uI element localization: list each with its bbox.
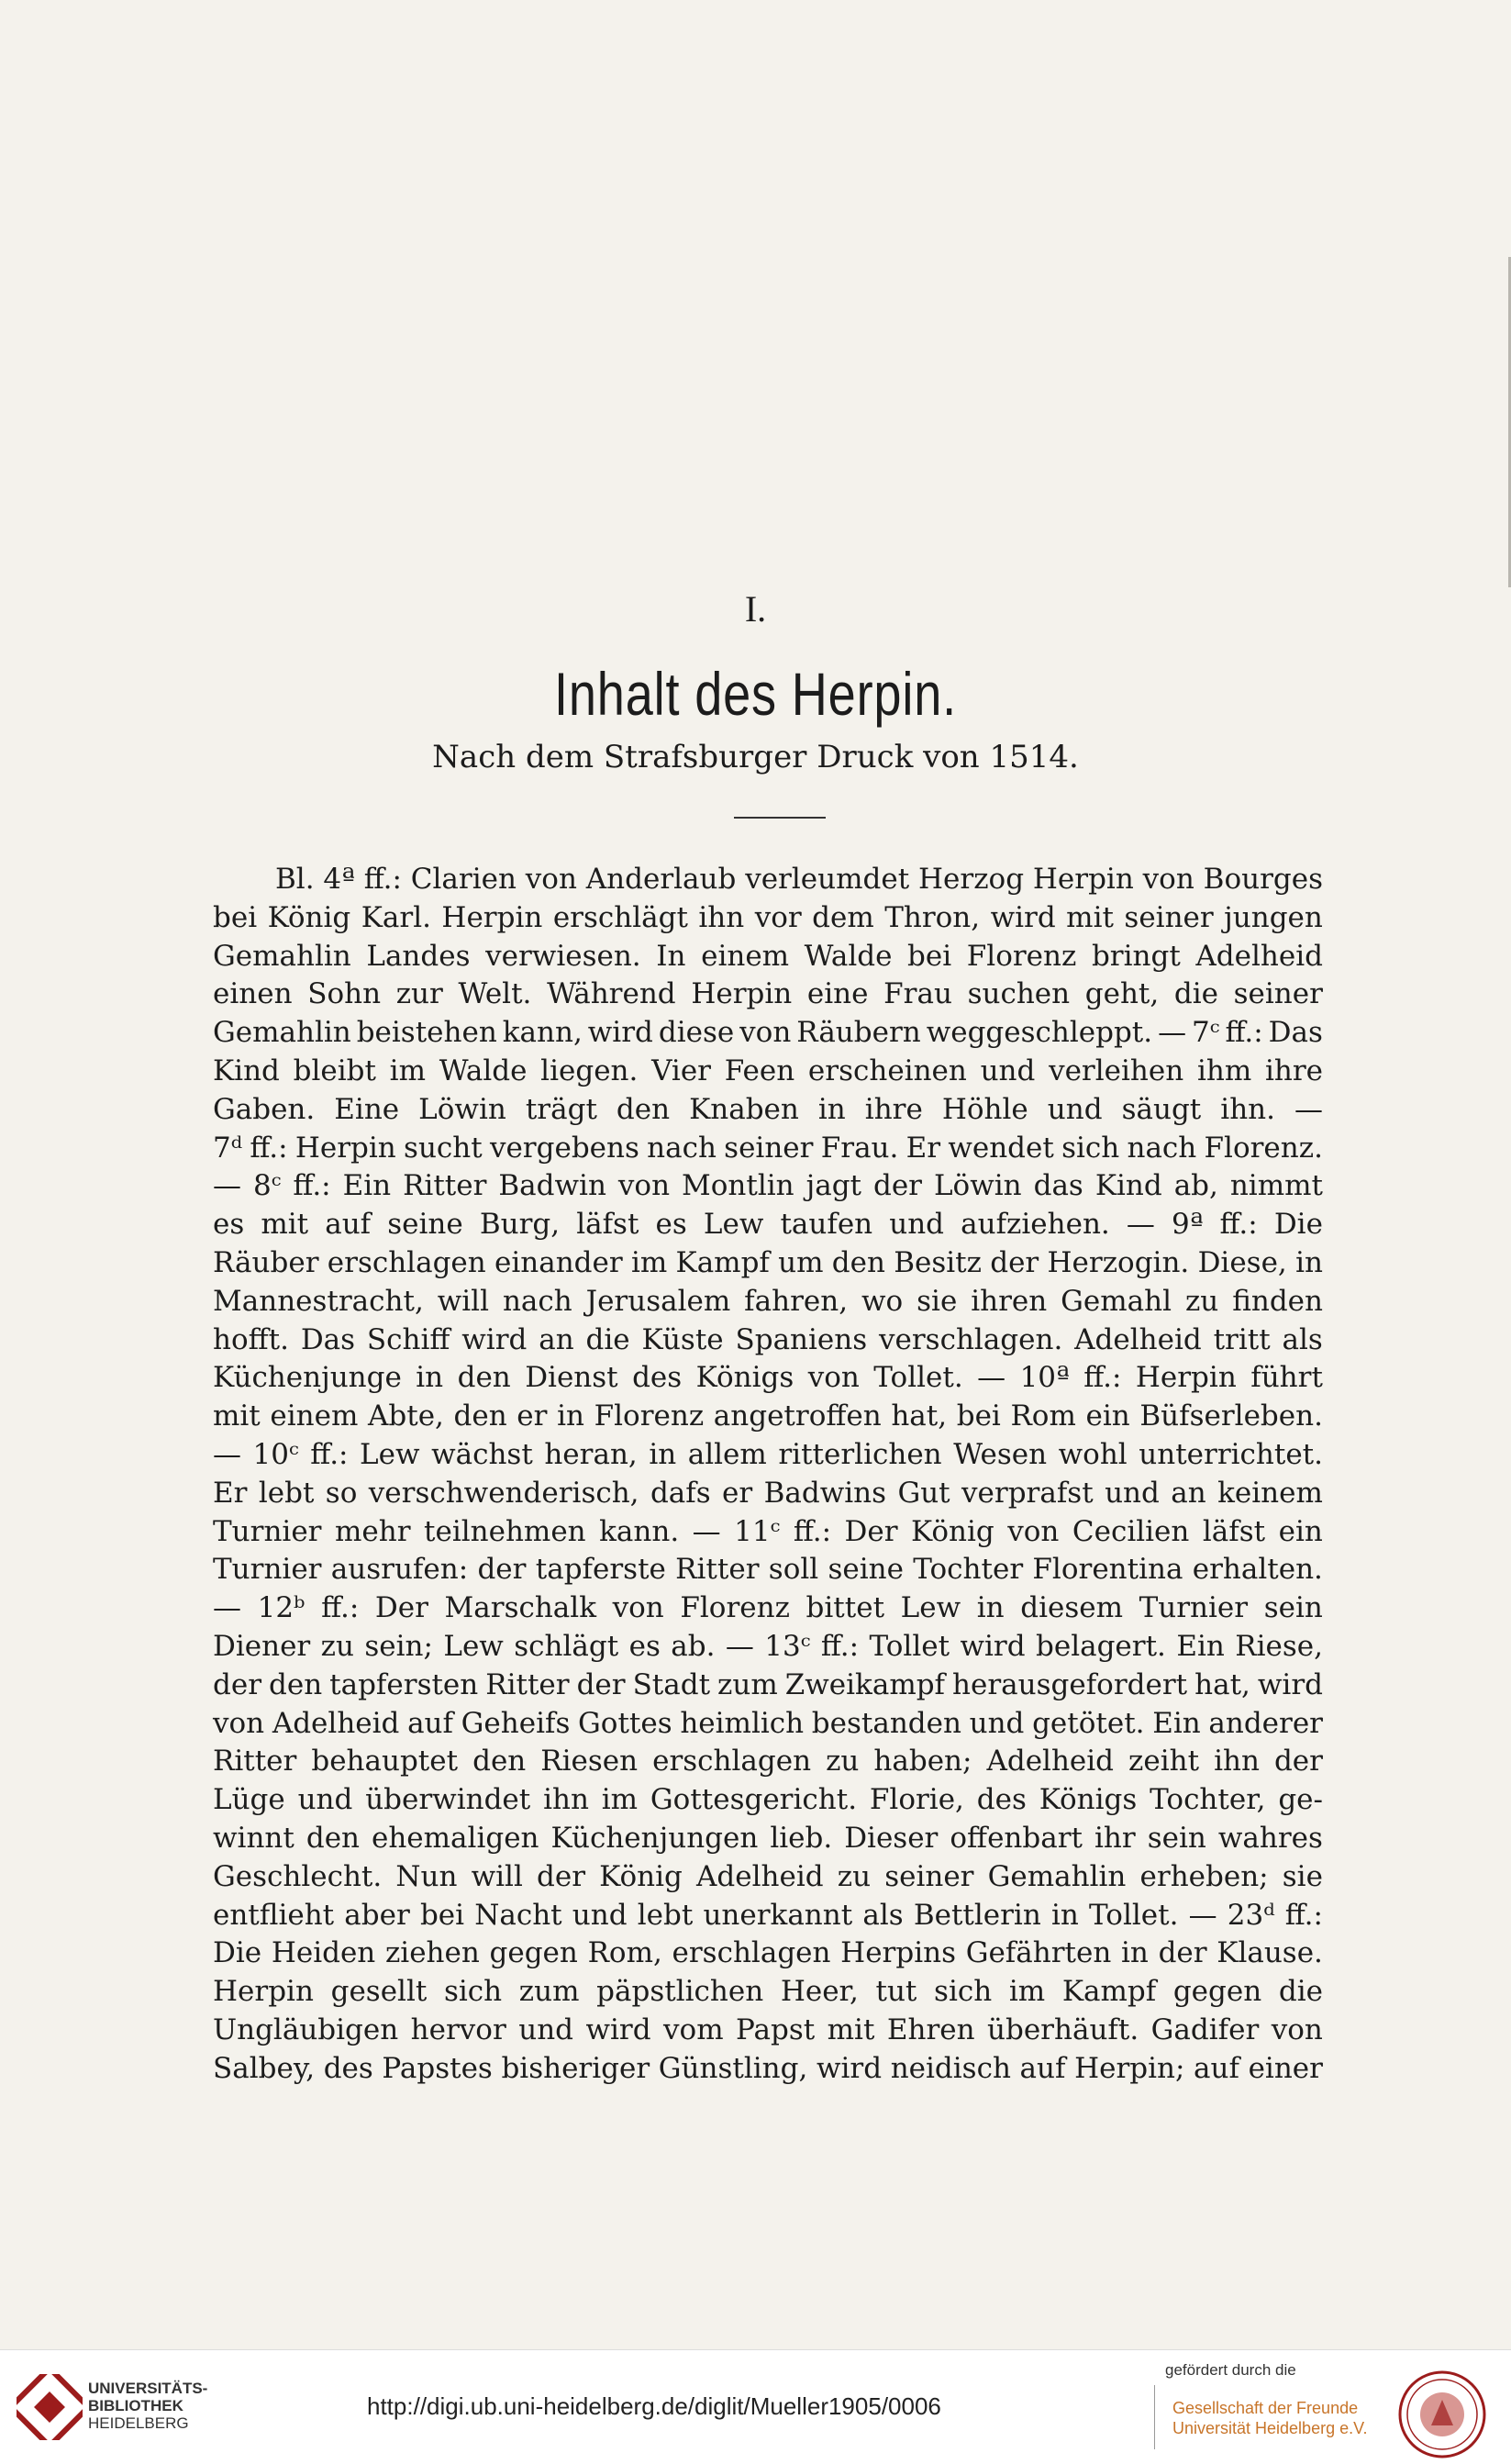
text-line: Ungläubigen hervor und wird vom Papst mit Ehren überhäuft. Gadifer von [213, 2012, 1323, 2046]
library-name-line1: UNIVERSITÄTS- [88, 2380, 208, 2397]
text-line: Turnier mehr teilnehmen kann. — 11ᶜ ff.: Der König von Cecilien läfst ein [213, 1514, 1323, 1548]
library-name-line2: BIBLIOTHEK [88, 2397, 183, 2414]
text-line: entflieht aber bei Nacht und lebt unerkannt als Bettlerin in Tollet. — 23ᵈ ff.: [213, 1898, 1323, 1932]
text-line: Lüge und überwindet ihn im Gottesgericht. Florie, des Königs Tochter, ge- [213, 1783, 1323, 1817]
document-url-link[interactable]: http://digi.ub.uni-heidelberg.de/diglit/Mueller1905/0006 [367, 2392, 941, 2420]
text-line: Gemahlin beistehen kann, wird diese von Räubern weggeschleppt. — 7ᶜ ff.: Das [213, 1016, 1323, 1050]
text-line: Gaben. Eine Löwin trägt den Knaben in ihre Höhle und säugt ihn. — [213, 1092, 1323, 1126]
text-line: Herpin gesellt sich zum päpstlichen Heer, tut sich im Kampf gegen die [213, 1975, 1323, 2009]
text-line: Er lebt so verschwenderisch, dafs er Badwins Gut verprafst und an keinem [213, 1476, 1323, 1510]
text-line: Kind bleibt im Walde liegen. Vier Feen erscheinen und verleihen ihm ihre [213, 1054, 1323, 1087]
text-line: von Adelheid auf Geheifs Gottes heimlich bestanden und getötet. Ein anderer [213, 1706, 1323, 1740]
text-line: mit einem Abte, den er in Florenz angetroffen hat, bei Rom ein Büfserleben. [213, 1399, 1323, 1433]
text-line: Turnier ausrufen: der tapferste Ritter soll seine Tochter Florentina erhalten. [213, 1553, 1323, 1587]
text-line: Ritter behauptet den Riesen erschlagen zu haben; Adelheid zeiht ihn der [213, 1745, 1323, 1778]
library-name-line3: HEIDELBERG [88, 2414, 189, 2432]
text-line: Diener zu sein; Lew schlägt es ab. — 13ᶜ ff.: Tollet wird belagert. Ein Riese, [213, 1629, 1323, 1663]
text-line: Mannestracht, will nach Jerusalem fahren, wo sie ihren Gemahl zu finden [213, 1284, 1323, 1318]
chapter-number: I. [744, 588, 767, 630]
text-line: einen Sohn zur Welt. Während Herpin eine Frau suchen geht, die seiner [213, 977, 1323, 1011]
text-line: — 8ᶜ ff.: Ein Ritter Badwin von Montlin jagt der Löwin das Kind ab, nimmt [213, 1169, 1323, 1203]
university-library-logo-icon [17, 2374, 83, 2440]
text-line: bei König Karl. Herpin erschlägt ihn vor dem Thron, wird mit seiner jungen [213, 900, 1323, 934]
page-subtitle: Nach dem Strafsburger Druck von 1514. [432, 739, 1079, 775]
text-line: Küchenjunge in den Dienst des Königs von Tollet. — 10ª ff.: Herpin führt [213, 1361, 1323, 1395]
text-line: winnt den ehemaligen Küchenjungen lieb. Dieser offenbart ihr sein wahres [213, 1821, 1323, 1855]
page-title: Inhalt des Herpin. [554, 660, 957, 728]
library-name [88, 2380, 207, 2432]
title-divider [734, 817, 826, 819]
footer-divider [1154, 2385, 1155, 2449]
text-line: — 10ᶜ ff.: Lew wächst heran, in allem ritterlichen Wesen wohl unterrichtet. [213, 1437, 1323, 1471]
funded-by-label: gefördert durch die [1165, 2361, 1296, 2379]
society-name [1172, 2398, 1367, 2438]
text-line: Geschlecht. Nun will der König Adelheid zu seiner Gemahlin erheben; sie [213, 1859, 1323, 1893]
text-line: es mit auf seine Burg, läfst es Lew taufen und aufziehen. — 9ª ff.: Die [213, 1208, 1323, 1242]
society-name-line1: Gesellschaft der Freunde [1172, 2399, 1359, 2417]
text-line: Räuber erschlagen einander im Kampf um den Besitz der Herzogin. Diese, in [213, 1245, 1323, 1279]
text-line: Salbey, des Papstes bisheriger Günstling, wird neidisch auf Herpin; auf einer [213, 2051, 1323, 2085]
society-name-line2: Universität Heidelberg e.V. [1172, 2419, 1368, 2437]
text-line: Die Heiden ziehen gegen Rom, erschlagen Herpins Gefährten in der Klause. [213, 1936, 1323, 1970]
text-line: hofft. Das Schiff wird an die Küste Spaniens verschlagen. Adelheid tritt als [213, 1322, 1323, 1356]
body-text [213, 861, 1323, 2089]
text-line: — 12ᵇ ff.: Der Marschalk von Florenz bittet Lew in diesem Turnier sein [213, 1591, 1323, 1625]
text-line: Gemahlin Landes verwiesen. In einem Walde bei Florenz bringt Adelheid [213, 939, 1323, 973]
text-line: der den tapfersten Ritter der Stadt zum Zweikampf herausgefordert hat, wird [213, 1667, 1323, 1701]
text-line: 7ᵈ ff.: Herpin sucht vergebens nach seiner Frau. Er wendet sich nach Florenz. [213, 1131, 1323, 1165]
text-line: Bl. 4ª ff.: Clarien von Anderlaub verleumdet Herzog Herpin von Bourges [275, 863, 1323, 896]
university-seal-icon [1396, 2369, 1488, 2460]
footer-bar [0, 2349, 1511, 2464]
